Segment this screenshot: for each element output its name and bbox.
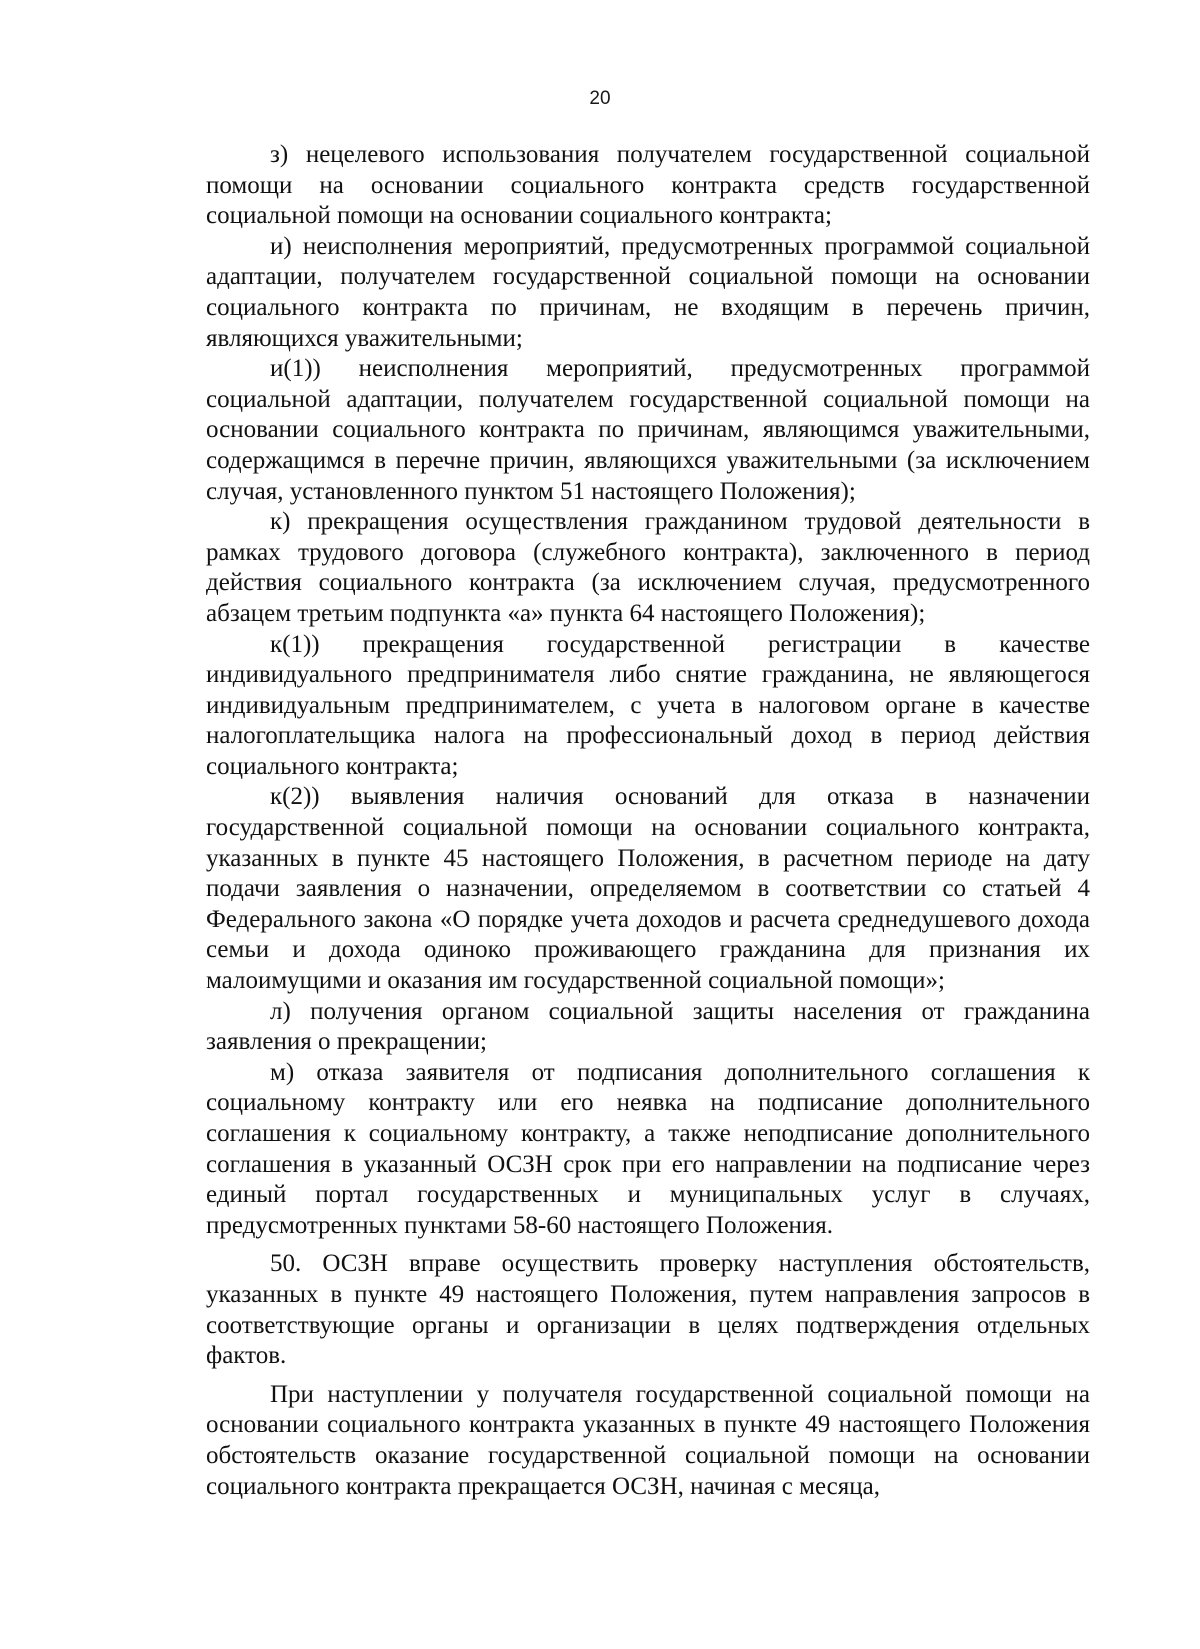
document-body — [206, 140, 1090, 1502]
paragraph-i: и) неисполнения мероприятий, предусмотренных программой социальной адаптации, получателем государственной социальной помощи на основании социального контракта по причинам, не входящим в перечень причин, являющихся уважительными; — [206, 232, 1090, 352]
paragraph-k: к) прекращения осуществления гражданином трудовой деятельности в рамках трудового договора (служебного контракта), заключенного в период действия социального контракта (за исключением случая, предусмотренного абзацем третьим подпункта «а» пункта 64 настоящего Положения); — [206, 508, 1090, 627]
paragraph-l: л) получения органом социальной защиты населения от гражданина заявления о прекращении; — [206, 997, 1090, 1056]
paragraph-i1: и(1)) неисполнения мероприятий, предусмотренных программой социальной адаптации, получателем государственной социальной помощи на основании социального контракта по причинам, являющимся уважительными, содержащимся в перечне причин, являющихся уважительными (за исключением случая, установленного пунктом 51 настоящего Положения); — [206, 355, 1090, 505]
paragraph-m: м) отказа заявителя от подписания дополнительного соглашения к социальному контракту или его неявка на подписание дополнительного соглашения к социальному контракту, а также неподписание дополнительного соглашения в указанный ОСЗН срок при его направлении на подписание через единый портал государственных и муниципальных услуг в случаях, предусмотренных пунктами 58-60 настоящего Положения. — [206, 1058, 1090, 1239]
paragraph-50-continuation: При наступлении у получателя государственной социальной помощи на основании социального контракта указанных в пункте 49 настоящего Положения обстоятельств оказание государственной социальной помощи на основании социального контракта прекращается ОСЗН, начиная с месяца, — [206, 1380, 1090, 1500]
paragraph-50: 50. ОСЗН вправе осуществить проверку наступления обстоятельств, указанных в пункте 49 настоящего Положения, путем направления запросов в соответствующие органы и организации в целях подтверждения отдельных фактов. — [206, 1250, 1090, 1370]
paragraph-z: з) нецелевого использования получателем государственной социальной помощи на основании социального контракта средств государственной социальной помощи на основании социального контракта; — [206, 141, 1090, 230]
paragraph-k1: к(1)) прекращения государственной регистрации в качестве индивидуального предпринимателя либо снятие гражданина, не являющегося индивидуальным предпринимателем, с учета в налоговом органе в качестве налогоплательщика налога на профессиональный доход в период действия социального контракта; — [206, 630, 1090, 780]
paragraph-k2: к(2)) выявления наличия оснований для отказа в назначении государственной социальной помощи на основании социального контракта, указанных в пункте 45 настоящего Положения, в расчетном периоде на дату подачи заявления о назначении, определяемом в соответствии со статьей 4 Федерального закона «О порядке учета доходов и расчета среднедушевого дохода семьи и дохода одиноко проживающего гражданина для признания их малоимущими и оказания им государственной социальной помощи»; — [206, 783, 1090, 995]
page-number: 20 — [589, 88, 611, 109]
